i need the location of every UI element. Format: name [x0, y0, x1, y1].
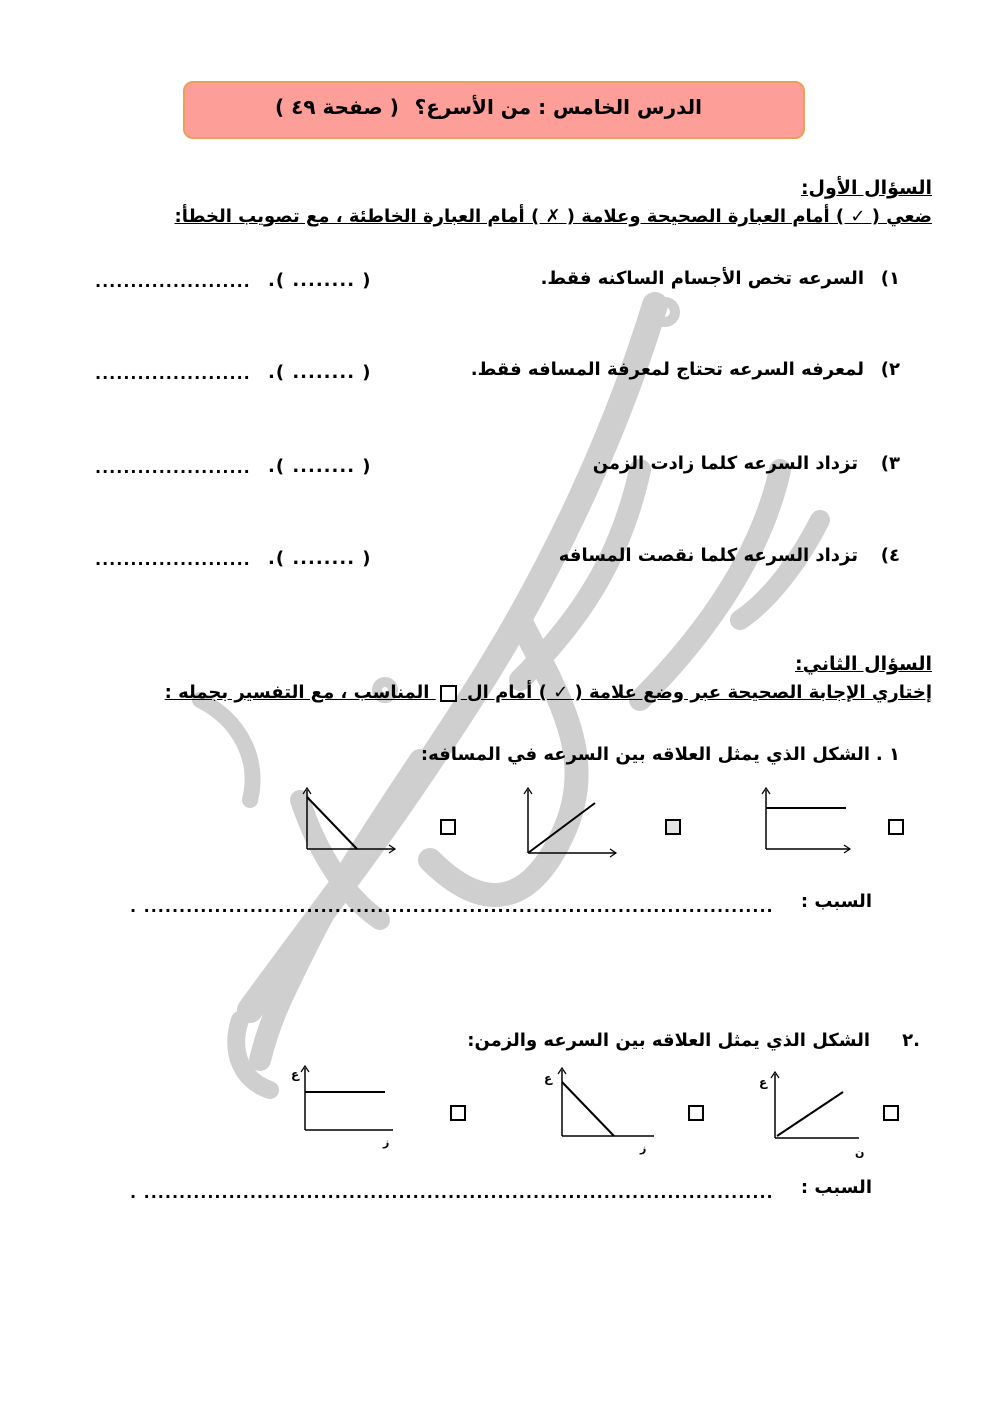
page-reference: ( صفحة ٤٩ ) — [275, 95, 399, 119]
q1-item-number: ٤) — [880, 545, 900, 566]
axis-label-time: ز — [640, 1142, 647, 1155]
answer-blank[interactable]: ( ........ ). — [268, 456, 372, 477]
q2-title: السؤال الثاني: — [795, 653, 932, 675]
choice-checkbox-1b[interactable] — [665, 819, 681, 835]
lesson-title: الدرس الخامس : من الأسرع؟ — [414, 95, 702, 119]
correction-line[interactable]: ...................... — [95, 272, 251, 291]
reason-label-2: السبب : — [800, 1177, 872, 1198]
axis-label-speed: ع — [759, 1075, 768, 1089]
q1-item-number: ١) — [880, 268, 900, 289]
q1-item-text: تزداد السرعه كلما زادت الزمن — [592, 453, 858, 474]
graph-speed-time-constant — [285, 1062, 405, 1158]
graph-speed-time-increasing — [757, 1068, 867, 1158]
graph-decreasing-line — [299, 785, 399, 860]
q2-item-2-number: .٢ — [902, 1030, 920, 1051]
q2-item-1-number: ١ . — [875, 744, 900, 765]
q2-item-1-text: الشكل الذي يمثل العلاقه بين السرعه في المسافه: — [420, 744, 870, 765]
graph-increasing-line — [520, 785, 620, 860]
choice-checkbox-1a[interactable] — [888, 819, 904, 835]
graph-speed-time-decreasing — [542, 1062, 662, 1158]
choice-checkbox-1c[interactable] — [440, 819, 456, 835]
reason-line-2[interactable]: . ......................................................................................... — [130, 1183, 774, 1202]
reason-line-1[interactable]: . ......................................................................................... — [130, 897, 774, 916]
q1-item-number: ٢) — [880, 359, 900, 380]
q1-item-text: تزداد السرعه كلما نقصت المسافه — [558, 545, 858, 566]
answer-blank[interactable]: ( ........ ). — [268, 362, 372, 383]
axis-label-time: ز — [383, 1136, 390, 1149]
choice-checkbox-2c[interactable] — [450, 1105, 466, 1121]
q2-item-2-text: الشكل الذي يمثل العلاقه بين السرعه والزمن: — [467, 1030, 870, 1051]
q1-instruction: ضعي ( ✓ ) أمام العبارة الصحيحة وعلامة ( ✗ ) أمام العبارة الخاطئة ، مع تصويب الخطأ: — [174, 206, 932, 227]
answer-blank[interactable]: ( ........ ). — [268, 548, 372, 569]
graph-horizontal-line — [758, 785, 858, 860]
watermark-text: أ. مريم ناصر — [0, 0, 7, 1]
q1-item-text: لمعرفه السرعه تحتاج لمعرفة المسافه فقط. — [470, 359, 864, 380]
choice-checkbox-2b[interactable] — [688, 1105, 704, 1121]
axis-label-speed: ع — [291, 1067, 300, 1081]
correction-line[interactable]: ...................... — [95, 550, 251, 569]
correction-line[interactable]: ...................... — [95, 458, 251, 477]
q1-title: السؤال الأول: — [800, 177, 932, 199]
q2-instruction — [165, 682, 932, 703]
q2-instruction-part-a: إختاري الإجابة الصحيحة عبر وضع علامة ( ✓ ) أمام ال — [467, 682, 932, 703]
reason-label-1: السبب : — [800, 891, 872, 912]
q1-item-number: ٣) — [880, 453, 900, 474]
choice-checkbox-2a[interactable] — [883, 1105, 899, 1121]
answer-blank[interactable]: ( ........ ). — [268, 270, 372, 291]
axis-label-speed: ع — [544, 1071, 553, 1085]
axis-label-time: ن — [855, 1146, 865, 1158]
q2-instruction-part-b: المناسب ، مع التفسير بجمله : — [164, 682, 430, 703]
square-icon — [440, 685, 457, 702]
q1-item-text: السرعه تخص الأجسام الساكنه فقط. — [540, 268, 864, 289]
correction-line[interactable]: ...................... — [95, 364, 251, 383]
